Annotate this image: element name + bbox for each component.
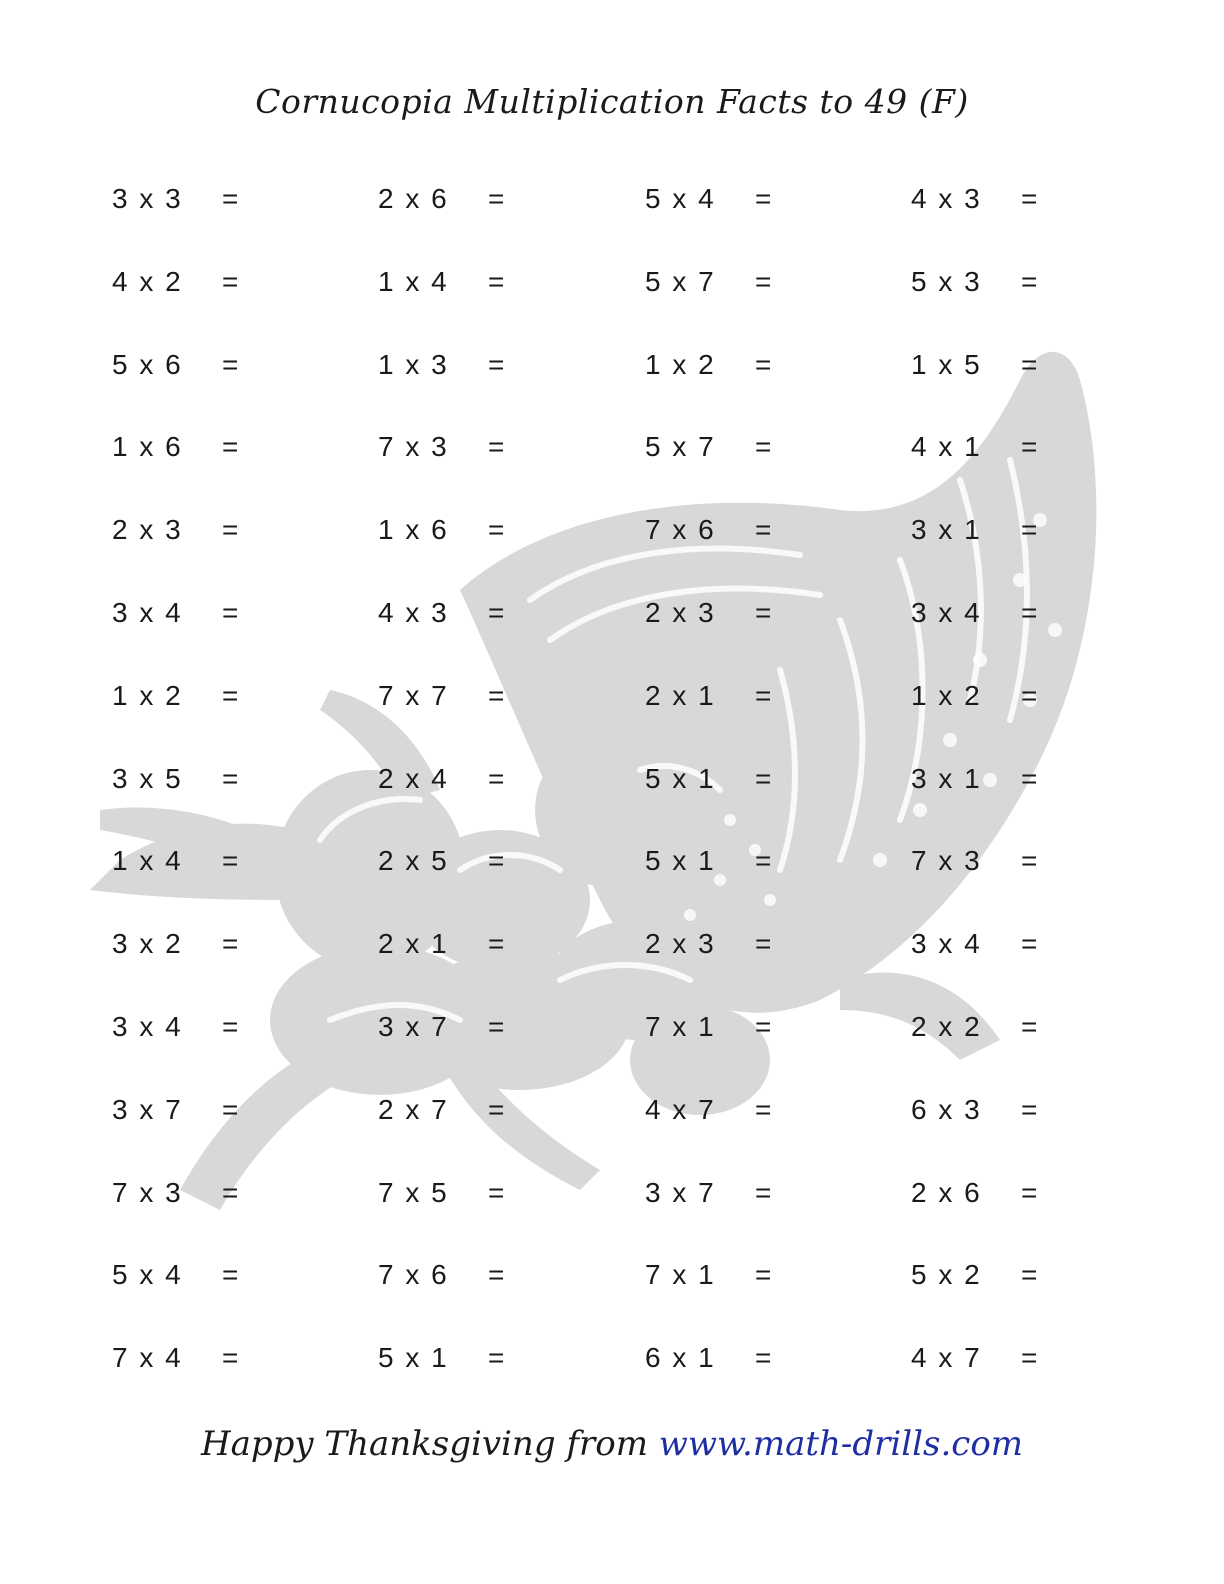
problem-expression: 1 x 4 — [112, 845, 183, 876]
problem-expression: 2 x 6 — [378, 183, 449, 214]
problem-expression: 5 x 3 — [911, 266, 982, 297]
footer-site-link[interactable]: www.math-drills.com — [658, 1424, 1024, 1464]
equals-sign: = — [1021, 266, 1040, 297]
equals-sign: = — [222, 1011, 241, 1042]
equals-sign: = — [1021, 1094, 1040, 1125]
equals-sign: = — [488, 1342, 507, 1373]
equals-sign: = — [222, 266, 241, 297]
problem-expression: 5 x 6 — [112, 349, 183, 380]
problem-expression: 2 x 1 — [378, 928, 449, 959]
equals-sign: = — [755, 1177, 774, 1208]
problem-expression: 4 x 7 — [911, 1342, 982, 1373]
problem-expression: 7 x 1 — [645, 1259, 716, 1290]
problem-expression: 3 x 3 — [112, 183, 183, 214]
problem-expression: 2 x 1 — [645, 680, 716, 711]
problem-expression: 3 x 4 — [112, 597, 183, 628]
equals-sign: = — [222, 349, 241, 380]
equals-sign: = — [222, 1259, 241, 1290]
equals-sign: = — [222, 597, 241, 628]
problem-expression: 3 x 7 — [378, 1011, 449, 1042]
problem-expression: 7 x 3 — [378, 431, 449, 462]
equals-sign: = — [488, 349, 507, 380]
equals-sign: = — [1021, 183, 1040, 214]
problem-expression: 1 x 6 — [378, 514, 449, 545]
equals-sign: = — [488, 845, 507, 876]
problem-expression: 2 x 3 — [112, 514, 183, 545]
equals-sign: = — [222, 1094, 241, 1125]
footer-message: Happy Thanksgiving from — [200, 1424, 648, 1464]
footer — [0, 1424, 1224, 1464]
equals-sign: = — [755, 1342, 774, 1373]
equals-sign: = — [755, 845, 774, 876]
equals-sign: = — [488, 928, 507, 959]
problem-expression: 2 x 4 — [378, 763, 449, 794]
problem-expression: 2 x 3 — [645, 928, 716, 959]
equals-sign: = — [488, 266, 507, 297]
equals-sign: = — [488, 1177, 507, 1208]
problem-expression: 3 x 2 — [112, 928, 183, 959]
problem-expression: 7 x 6 — [378, 1259, 449, 1290]
equals-sign: = — [755, 349, 774, 380]
equals-sign: = — [222, 514, 241, 545]
problem-expression: 2 x 5 — [378, 845, 449, 876]
equals-sign: = — [755, 1011, 774, 1042]
problem-expression: 2 x 3 — [645, 597, 716, 628]
problem-expression: 5 x 7 — [645, 266, 716, 297]
equals-sign: = — [755, 928, 774, 959]
problem-expression: 5 x 1 — [645, 763, 716, 794]
equals-sign: = — [1021, 349, 1040, 380]
problem-expression: 3 x 7 — [645, 1177, 716, 1208]
equals-sign: = — [755, 431, 774, 462]
problem-expression: 1 x 2 — [645, 349, 716, 380]
equals-sign: = — [222, 680, 241, 711]
equals-sign: = — [755, 597, 774, 628]
equals-sign: = — [488, 1259, 507, 1290]
problem-expression: 2 x 6 — [911, 1177, 982, 1208]
equals-sign: = — [488, 183, 507, 214]
equals-sign: = — [1021, 845, 1040, 876]
problem-expression: 5 x 4 — [645, 183, 716, 214]
equals-sign: = — [488, 680, 507, 711]
equals-sign: = — [488, 763, 507, 794]
equals-sign: = — [488, 1011, 507, 1042]
problem-expression: 5 x 7 — [645, 431, 716, 462]
problem-expression: 7 x 3 — [911, 845, 982, 876]
equals-sign: = — [222, 845, 241, 876]
equals-sign: = — [755, 1259, 774, 1290]
problem-expression: 5 x 4 — [112, 1259, 183, 1290]
equals-sign: = — [1021, 1259, 1040, 1290]
problem-expression: 1 x 3 — [378, 349, 449, 380]
equals-sign: = — [1021, 597, 1040, 628]
problem-expression: 3 x 5 — [112, 763, 183, 794]
equals-sign: = — [1021, 680, 1040, 711]
equals-sign: = — [755, 183, 774, 214]
problem-expression: 3 x 4 — [911, 597, 982, 628]
equals-sign: = — [755, 1094, 774, 1125]
problem-expression: 7 x 5 — [378, 1177, 449, 1208]
equals-sign: = — [488, 597, 507, 628]
problem-expression: 7 x 7 — [378, 680, 449, 711]
equals-sign: = — [1021, 514, 1040, 545]
equals-sign: = — [488, 431, 507, 462]
equals-sign: = — [222, 1342, 241, 1373]
equals-sign: = — [755, 514, 774, 545]
page-title: Cornucopia Multiplication Facts to 49 (F) — [255, 82, 969, 121]
problem-expression: 1 x 6 — [112, 431, 183, 462]
problem-expression: 7 x 3 — [112, 1177, 183, 1208]
equals-sign: = — [755, 266, 774, 297]
equals-sign: = — [1021, 1177, 1040, 1208]
equals-sign: = — [1021, 1011, 1040, 1042]
equals-sign: = — [222, 1177, 241, 1208]
problem-expression: 3 x 4 — [911, 928, 982, 959]
equals-sign: = — [1021, 928, 1040, 959]
problem-expression: 4 x 2 — [112, 266, 183, 297]
problem-expression: 7 x 6 — [645, 514, 716, 545]
problem-expression: 5 x 1 — [645, 845, 716, 876]
problem-expression: 4 x 1 — [911, 431, 982, 462]
problem-expression: 4 x 7 — [645, 1094, 716, 1125]
problem-expression: 3 x 1 — [911, 763, 982, 794]
problem-expression: 1 x 5 — [911, 349, 982, 380]
problem-expression: 4 x 3 — [911, 183, 982, 214]
problem-expression: 3 x 7 — [112, 1094, 183, 1125]
problem-expression: 6 x 3 — [911, 1094, 982, 1125]
problem-expression: 3 x 4 — [112, 1011, 183, 1042]
problem-expression: 5 x 2 — [911, 1259, 982, 1290]
equals-sign: = — [222, 431, 241, 462]
equals-sign: = — [755, 763, 774, 794]
equals-sign: = — [1021, 1342, 1040, 1373]
equals-sign: = — [222, 183, 241, 214]
problem-expression: 7 x 4 — [112, 1342, 183, 1373]
problem-expression: 7 x 1 — [645, 1011, 716, 1042]
problem-expression: 6 x 1 — [645, 1342, 716, 1373]
problem-expression: 1 x 4 — [378, 266, 449, 297]
problem-expression: 1 x 2 — [911, 680, 982, 711]
equals-sign: = — [488, 1094, 507, 1125]
problem-expression: 2 x 2 — [911, 1011, 982, 1042]
problem-expression: 1 x 2 — [112, 680, 183, 711]
problem-expression: 2 x 7 — [378, 1094, 449, 1125]
problem-expression: 3 x 1 — [911, 514, 982, 545]
problem-expression: 5 x 1 — [378, 1342, 449, 1373]
equals-sign: = — [1021, 763, 1040, 794]
problem-expression: 4 x 3 — [378, 597, 449, 628]
equals-sign: = — [222, 928, 241, 959]
equals-sign: = — [755, 680, 774, 711]
equals-sign: = — [222, 763, 241, 794]
equals-sign: = — [1021, 431, 1040, 462]
equals-sign: = — [488, 514, 507, 545]
